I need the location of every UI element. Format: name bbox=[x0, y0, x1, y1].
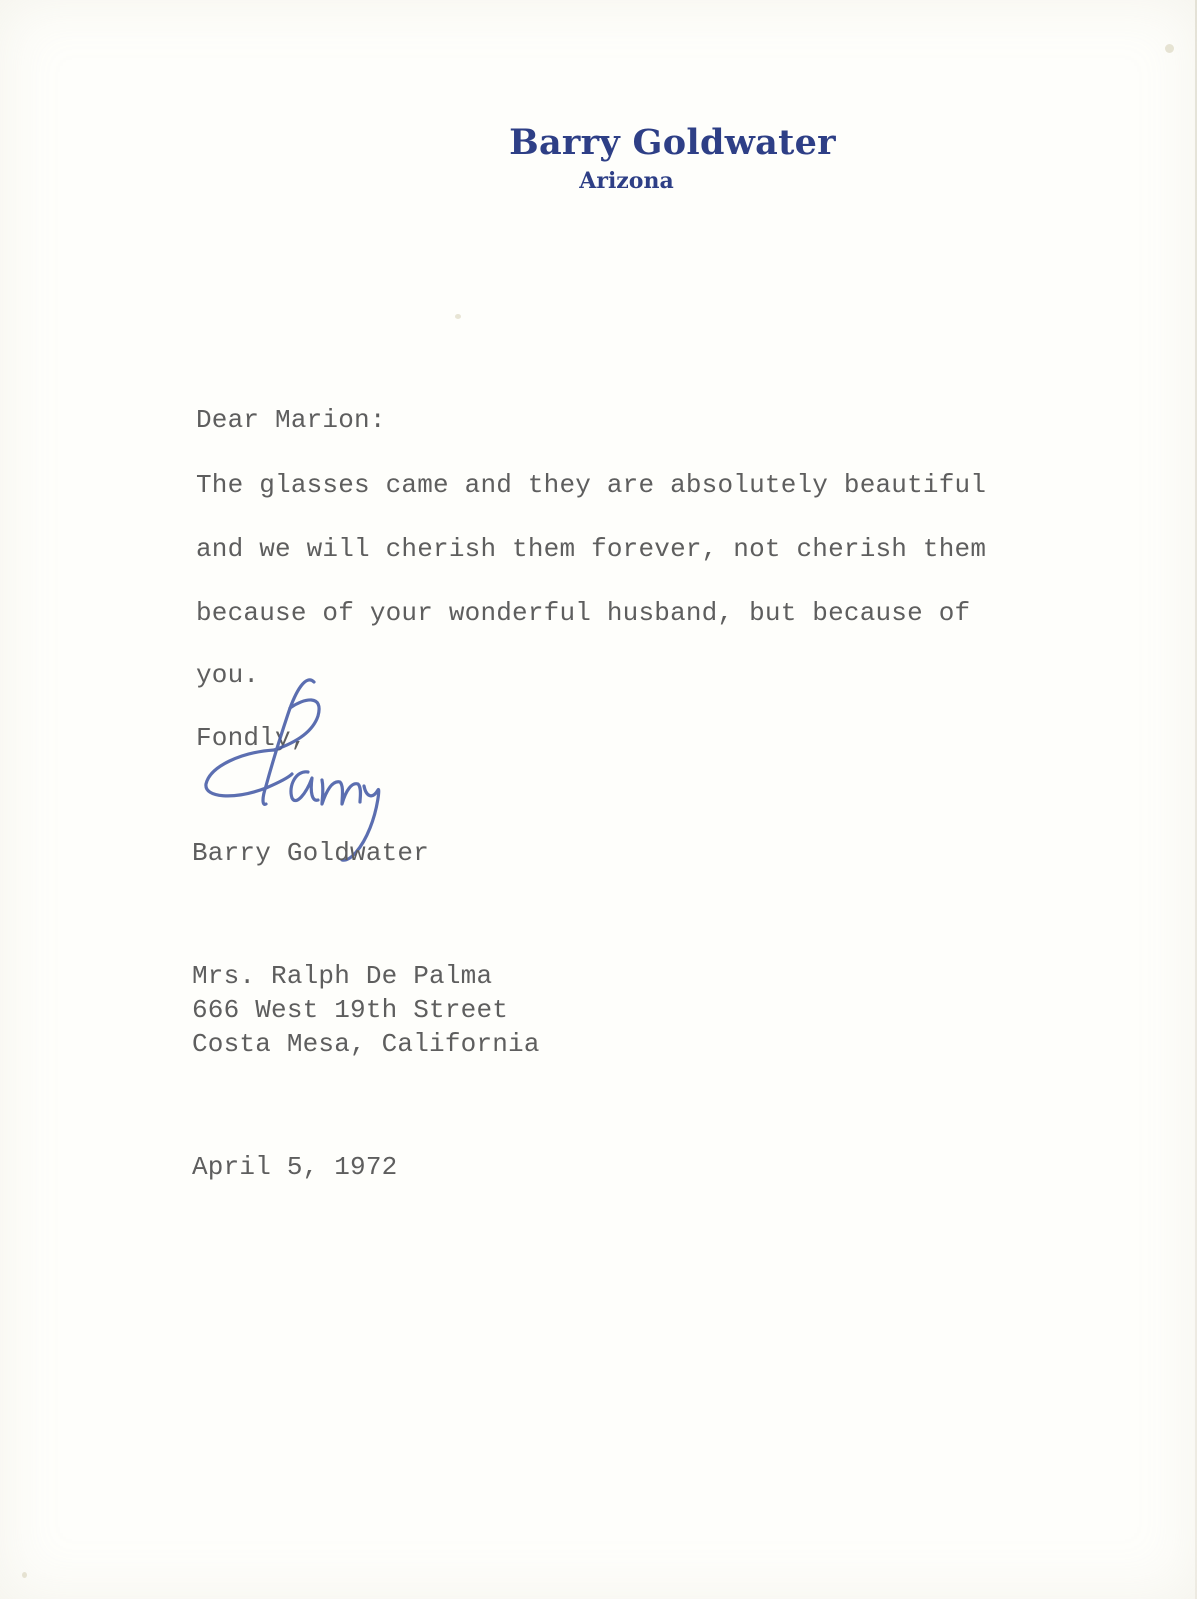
recipient-city: Costa Mesa, California bbox=[192, 1029, 540, 1059]
body-line: because of your wonderful husband, but because of bbox=[196, 598, 971, 628]
paper-speck bbox=[455, 314, 461, 319]
paper-speck bbox=[22, 1572, 27, 1578]
closing: Fondly, bbox=[196, 723, 307, 753]
recipient-street: 666 West 19th Street bbox=[192, 995, 509, 1025]
body-line: and we will cherish them forever, not cherish them bbox=[196, 534, 987, 564]
body-line: The glasses came and they are absolutely beautiful bbox=[196, 470, 987, 500]
typed-signature: Barry Goldwater bbox=[192, 838, 430, 868]
body-line: you. bbox=[196, 660, 260, 690]
letter-date: April 5, 1972 bbox=[192, 1152, 398, 1182]
handwritten-signature bbox=[196, 668, 386, 864]
paper-speck bbox=[1165, 44, 1174, 53]
salutation: Dear Marion: bbox=[196, 405, 386, 435]
letterhead-name: Barry Goldwater bbox=[509, 122, 836, 163]
recipient-name: Mrs. Ralph De Palma bbox=[192, 961, 493, 991]
letterhead-state: Arizona bbox=[579, 168, 674, 194]
